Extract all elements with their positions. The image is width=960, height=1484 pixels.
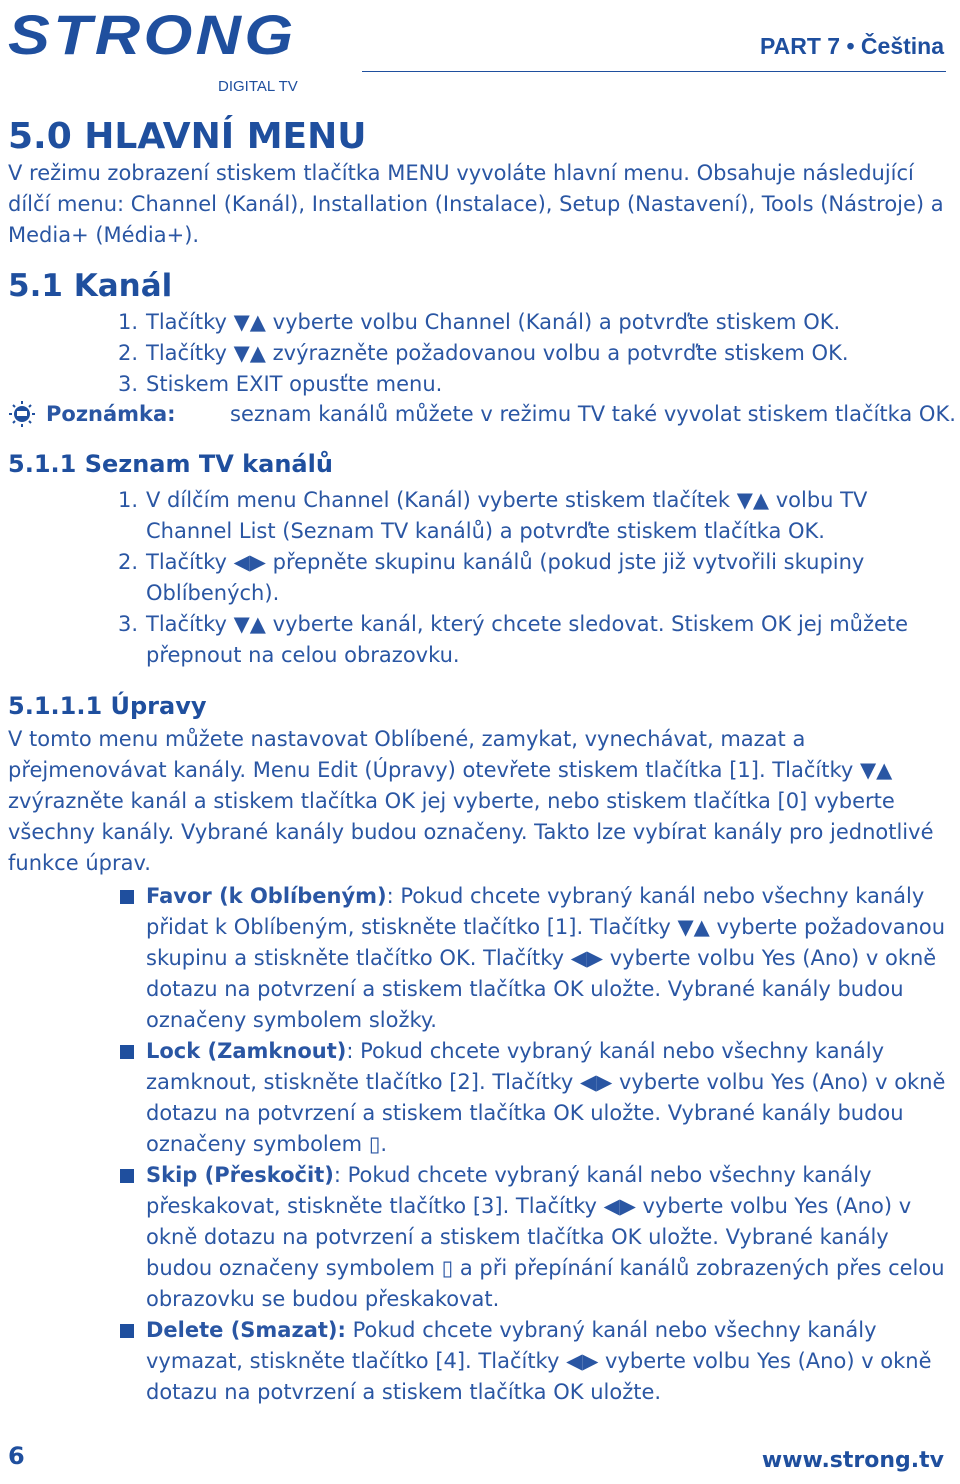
bullet-square-icon: [120, 1324, 134, 1338]
list-item: 1. Tlačítky ▼▲ vyberte volbu Channel (Kanál) a potvrďte stiskem OK.: [118, 310, 841, 334]
bullet-square-icon: [120, 1045, 134, 1059]
edit-intro: V tomto menu můžete nastavovat Oblíbené, zamykat, vynechávat, mazat a přejmenovávat kanály. Menu Edit (Úpravy) otevřete stiskem tlačítka [1]. Tlačítky ▼▲ zvýrazněte kanál a stiskem tlačítka OK jej vyberte, nebo stiskem tlačítka [0] vyberte všechny kanály. Vybrané kanály budou označeny. Takto lze vybírat kanály pro jednotlivé funkce úprav.: [8, 727, 934, 875]
logo-subtitle: DIGITAL TV: [218, 78, 298, 95]
list-item: Lock (Zamknout): Pokud chcete vybraný kanál nebo všechny kanály zamknout, stiskněte tlačítko [2]. Tlačítky ◀▶ vyberte volbu Yes (Ano) v okně dotazu na potvrzení a stiskem tlačítka OK uložte. Vybrané kanály budou označeny symbolem ▯.: [120, 1036, 948, 1160]
list-item: Delete (Smazat): Pokud chcete vybraný kanál nebo všechny kanály vymazat, stiskněte tlačítko [4]. Tlačítky ◀▶ vyberte volbu Yes (Ano) v okně dotazu na potvrzení a stiskem tlačítka OK uložte.: [120, 1315, 948, 1408]
strong-logo: STRONG: [8, 3, 297, 66]
main-menu-intro: V režimu zobrazení stiskem tlačítka MENU vyvoláte hlavní menu. Obsahuje následující dílčí menu: Channel (Kanál), Installation (Instalace), Setup (Nastavení), Tools (Nástroje) a Media+ (Média+).: [8, 161, 944, 247]
edit-functions-list: [120, 881, 948, 1408]
list-item: 3. Tlačítky ▼▲ vyberte kanál, který chcete sledovat. Stiskem OK jej můžete přepnout na celou obrazovku.: [118, 612, 909, 667]
section-title-main-menu: 5.0 HLAVNÍ MENU: [8, 116, 367, 157]
bullet-square-icon: [120, 890, 134, 904]
part-label: PART 7 • Čeština: [760, 33, 944, 59]
note: [8, 400, 956, 428]
website-link[interactable]: www.strong.tv: [761, 1448, 944, 1473]
section-title-edit: 5.1.1.1 Úpravy: [8, 692, 207, 720]
section-title-tv-channel-list: 5.1.1 Seznam TV kanálů: [8, 450, 333, 478]
note-label: Poznámka:: [46, 402, 176, 426]
section-title-channel: 5.1 Kanál: [8, 268, 173, 304]
channel-list-steps: [118, 485, 938, 671]
list-item: 3. Stiskem EXIT opusťte menu.: [118, 372, 443, 396]
bullet-square-icon: [120, 1169, 134, 1183]
list-item: 2. Tlačítky ▼▲ zvýrazněte požadovanou volbu a potvrďte stiskem OK.: [118, 341, 849, 365]
list-item: Favor (k Oblíbeným): Pokud chcete vybraný kanál nebo všechny kanály přidat k Oblíbeným, stiskněte tlačítko [1]. Tlačítky ▼▲ vyberte požadovanou skupinu a stiskněte tlačítko OK. Tlačítky ◀▶ vyberte volbu Yes (Ano) v okně dotazu na potvrzení a stiskem tlačítka OK uložte. Vybrané kanály budou označeny symbolem složky.: [120, 881, 948, 1036]
list-item: 1. V dílčím menu Channel (Kanál) vyberte stiskem tlačítek ▼▲ volbu TV Channel List (Seznam TV kanálů) a potvrďte stiskem tlačítka OK.: [118, 488, 868, 543]
list-item: 2. Tlačítky ◀▶ přepněte skupinu kanálů (pokud jste již vytvořili skupiny Oblíbených).: [118, 550, 865, 605]
note-text: seznam kanálů můžete v režimu TV také vyvolat stiskem tlačítka OK.: [230, 402, 956, 426]
lightbulb-icon: [8, 400, 36, 428]
page-number: 6: [8, 1442, 25, 1470]
channel-steps: [118, 307, 938, 400]
list-item: Skip (Přeskočit): Pokud chcete vybraný kanál nebo všechny kanály přeskakovat, stiskněte tlačítko [3]. Tlačítky ◀▶ vyberte volbu Yes (Ano) v okně dotazu na potvrzení a stiskem tlačítka OK uložte. Vybrané kanály budou označeny symbolem ▯ a při přepínání kanálů zobrazených přes celou obrazovku se budou přeskakovat.: [120, 1160, 948, 1315]
header-rule: [362, 71, 946, 72]
